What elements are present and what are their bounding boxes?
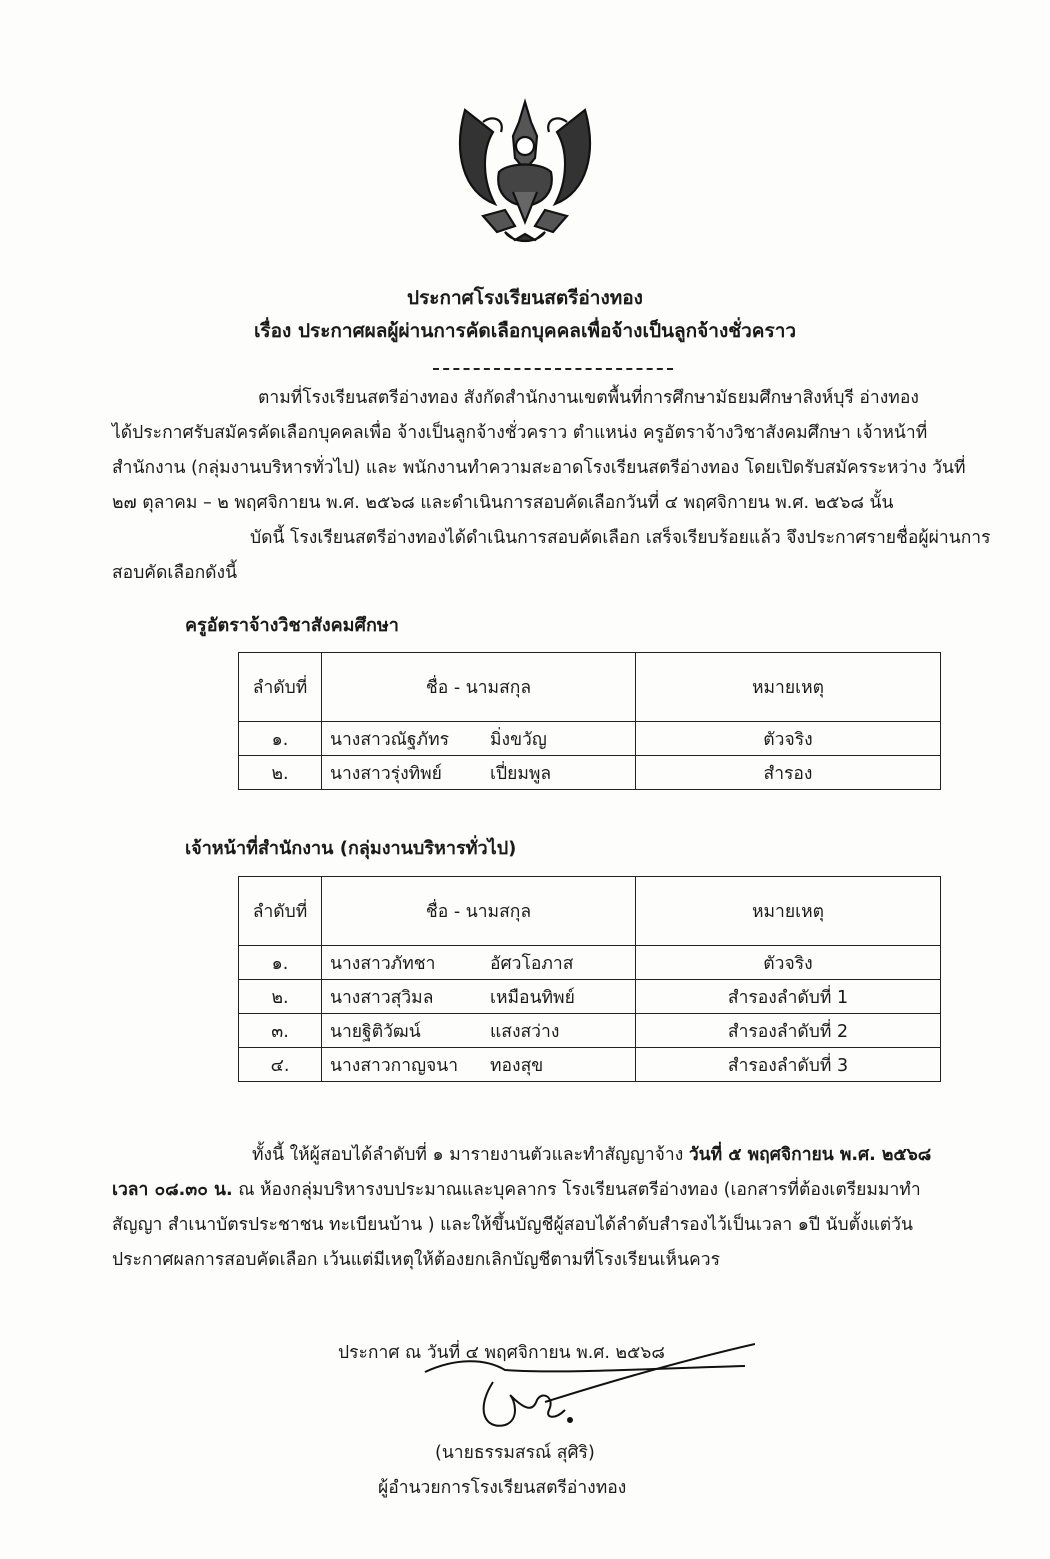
cell-note: สำรองลำดับที่ 2 <box>636 1014 941 1048</box>
closing-text: ณ ห้องกลุ่มบริหารงบประมาณและบุคลากร โรงเรียนสตรีอ่างทอง (เอกสารที่ต้องเตรียมมาทำ <box>232 1180 921 1200</box>
closing-text: ทั้งนี้ ให้ผู้สอบได้ลำดับที่ ๑ มารายงานตัวและทำสัญญาจ้าง <box>252 1145 689 1165</box>
signature-scribble-icon <box>415 1340 755 1435</box>
column-header-no: ลำดับที่ <box>239 653 322 722</box>
intro-line-6: สอบคัดเลือกดังนี้ <box>112 563 238 583</box>
cell-name <box>322 946 636 980</box>
announcement-date: ประกาศ ณ วันที่ ๔ พฤศจิกายน พ.ศ. ๒๕๖๘ <box>338 1343 665 1363</box>
table-row <box>239 722 941 756</box>
document-subject: เรื่อง ประกาศผลผู้ผ่านการคัดเลือกบุคคลเพื่อจ้างเป็นลูกจ้างชั่วคราว <box>253 320 797 342</box>
first-name: นางสาวณัฐภัทร <box>330 729 450 750</box>
report-time: เวลา ๐๘.๓๐ น. <box>112 1180 233 1200</box>
garuda-emblem-icon <box>443 92 607 254</box>
section-title-office-staff: เจ้าหน้าที่สำนักงาน (กลุ่มงานบริหารทั่วไป) <box>185 838 517 859</box>
table-header-row <box>239 653 941 722</box>
intro-line-4: ๒๗ ตุลาคม – ๒ พฤศจิกายน พ.ศ. ๒๕๖๘ และดำเนินการสอบคัดเลือกวันที่ ๔ พฤศจิกายน พ.ศ. ๒๕๖๘ นั้น <box>112 493 894 513</box>
cell-note: ตัวจริง <box>636 946 941 980</box>
cell-note: สำรองลำดับที่ 1 <box>636 980 941 1014</box>
intro-line-5: บัดนี้ โรงเรียนสตรีอ่างทองได้ดำเนินการสอบคัดเลือก เสร็จเรียบร้อยแล้ว จึงประกาศรายชื่อผู้ผ่านการ <box>250 528 991 548</box>
table-row <box>239 1014 941 1048</box>
cell-no: ๒. <box>239 756 322 790</box>
cell-no: ๒. <box>239 980 322 1014</box>
table-row <box>239 1048 941 1082</box>
results-table-office-staff <box>238 876 941 1082</box>
table-row <box>239 756 941 790</box>
cell-no: ๑. <box>239 946 322 980</box>
last-name: อัศวโอภาส <box>490 953 574 974</box>
signatory-name: (นายธรรมสรณ์ สุศิริ) <box>435 1443 595 1463</box>
column-header-note: หมายเหตุ <box>636 653 941 722</box>
intro-line-3: สำนักงาน (กลุ่มงานบริหารทั่วไป) และ พนักงานทำความสะอาดโรงเรียนสตรีอ่างทอง โดยเปิดรับสมัครระหว่าง วันที่ <box>112 458 966 478</box>
column-header-no: ลำดับที่ <box>239 877 322 946</box>
column-header-note: หมายเหตุ <box>636 877 941 946</box>
table-header-row <box>239 877 941 946</box>
first-name: นางสาวสุวิมล <box>330 987 434 1008</box>
cell-name <box>322 756 636 790</box>
cell-name <box>322 1048 636 1082</box>
last-name: เหมือนทิพย์ <box>490 987 575 1008</box>
closing-line-4: ประกาศผลการสอบคัดเลือก เว้นแต่มีเหตุให้ต้องยกเลิกบัญชีตามที่โรงเรียนเห็นควร <box>112 1250 720 1270</box>
table-row <box>239 946 941 980</box>
section-title-social-teacher: ครูอัตราจ้างวิชาสังคมศึกษา <box>185 615 399 636</box>
document-title: ประกาศโรงเรียนสตรีอ่างทอง <box>407 287 643 309</box>
cell-note: ตัวจริง <box>636 722 941 756</box>
table-row <box>239 980 941 1014</box>
results-table-social-teacher <box>238 652 941 790</box>
column-header-name: ชื่อ - นามสกุล <box>322 653 636 722</box>
first-name: นายฐิติวัฒน์ <box>330 1021 421 1042</box>
cell-note: สำรองลำดับที่ 3 <box>636 1048 941 1082</box>
cell-no: ๔. <box>239 1048 322 1082</box>
signatory-position: ผู้อำนวยการโรงเรียนสตรีอ่างทอง <box>378 1478 627 1498</box>
first-name: นางสาวภัทชา <box>330 953 436 974</box>
last-name: มิ่งขวัญ <box>490 729 547 750</box>
cell-name <box>322 722 636 756</box>
intro-line-2: ได้ประกาศรับสมัครคัดเลือกบุคคลเพื่อ จ้างเป็นลูกจ้างชั่วคราว ตำแหน่ง ครูอัตราจ้างวิชาสังคมศึกษา เจ้าหน้าที่ <box>112 423 928 443</box>
first-name: นางสาวกาญจนา <box>330 1055 459 1076</box>
cell-no: ๓. <box>239 1014 322 1048</box>
cell-name <box>322 1014 636 1048</box>
first-name: นางสาวรุ่งทิพย์ <box>330 763 442 784</box>
closing-line-2 <box>112 1173 921 1208</box>
intro-line-1: ตามที่โรงเรียนสตรีอ่างทอง สังกัดสำนักงานเขตพื้นที่การศึกษามัธยมศึกษาสิงห์บุรี อ่างทอง <box>258 388 919 408</box>
title-separator <box>433 356 673 370</box>
cell-name <box>322 980 636 1014</box>
cell-note: สำรอง <box>636 756 941 790</box>
last-name: ทองสุข <box>490 1055 544 1076</box>
report-date: วันที่ ๕ พฤศจิกายน พ.ศ. ๒๕๖๘ <box>688 1145 932 1165</box>
closing-line-3: สัญญา สำเนาบัตรประชาชน ทะเบียนบ้าน ) และให้ขึ้นบัญชีผู้สอบได้ลำดับสำรองไว้เป็นเวลา ๑ปี นับตั้งแต่วัน <box>112 1215 913 1235</box>
closing-line-1 <box>252 1138 931 1173</box>
column-header-name: ชื่อ - นามสกุล <box>322 877 636 946</box>
cell-no: ๑. <box>239 722 322 756</box>
last-name: เปี่ยมพูล <box>490 763 552 784</box>
last-name: แสงสว่าง <box>490 1021 560 1042</box>
